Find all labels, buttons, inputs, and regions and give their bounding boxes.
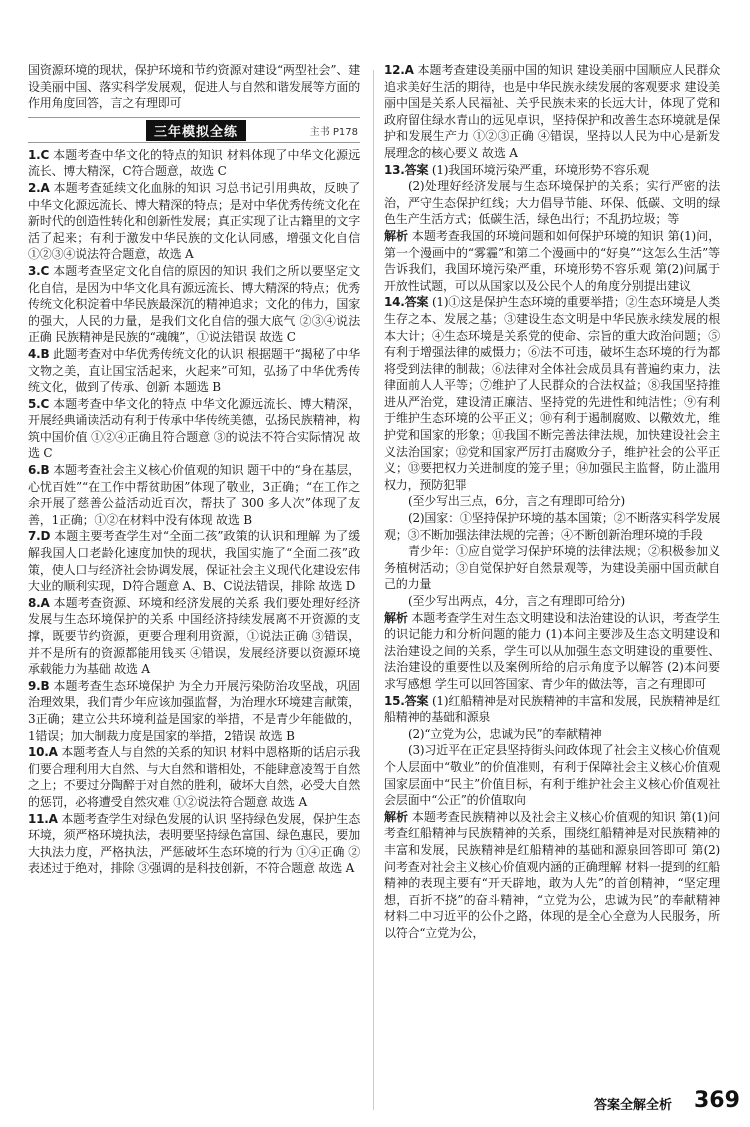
answer-number: 4.B <box>28 346 50 361</box>
answer-number: 2.A <box>28 180 50 195</box>
answer-text: (1)红船精神是对民族精神的丰富和发展，民族精神是红船精神的基础和源泉 <box>384 693 720 725</box>
left-answer-list <box>28 147 360 877</box>
answer-text: 本题考查建设美丽中国的知识 建设美丽中国顺应人民群众追求美好生活的期待，也是中华民族永续发展的客观要求 建设美丽中国是关系人民福祉、关乎民族未来的长远大计，体现了党和政府留住绿水青山的远见卓识，坚持保护和改善生态环境就是保护和发展生产力 ①②③正确 ④错误，坚持以人民为中心是新发展理念的核心要义 故选 A <box>384 63 720 160</box>
column-divider <box>373 70 374 1110</box>
answer-number: 解析 <box>384 228 408 243</box>
answer-item <box>384 809 720 942</box>
answer-item <box>384 726 720 743</box>
answer-text: (2)处理好经济发展与生态环境保护的关系；实行严密的法治，严守生态保护红线；大力倡导节能、环保、低碳、文明的绿色生产生活方式；低碳生活，绿色出行；不乱扔垃圾；等 <box>384 179 720 227</box>
answer-number: 解析 <box>384 809 408 824</box>
answer-item <box>384 493 720 510</box>
answer-text: 本题考查学生对生态文明建设和法治建设的认识，考查学生的识记能力和分析问题的能力 (1)本问主要涉及生态文明建设和法治建设之间的关系，学生可以从加强生态文明建设的重要性、法治建设的重要性以及案例所给的启示角度予以解答 (2)本问要求写感想 学生可以回答国家、青少年的做法等，言之有理即可 <box>384 610 720 691</box>
answer-number: 解析 <box>384 610 408 625</box>
answer-item <box>28 396 360 462</box>
page-number: 369 <box>694 1088 740 1113</box>
answer-text: (2)国家：①坚持保护环境的基本国策；②不断落实科学发展观；③不断加强法律法规的完善；④不断创新治理环境的手段 <box>384 511 720 542</box>
answer-item <box>28 346 360 396</box>
answer-text: 本题考查学生对绿色发展的认识 坚持绿色发展，保护生态环境，须严格环境执法，表明要坚持绿色富国、绿色惠民，要加大执法力度，严格执法，严惩破坏生态环境的行为 ①④正确 ②表述过于绝对，排除 ③强调的是科技创新，不符合题意 故选 A <box>28 811 360 876</box>
footer-brand: 答案全解全析 <box>594 1098 673 1113</box>
answer-text: (1)①这是保护生态环境的重要举措；②生态环境是人类生存之本、发展之基；③建设生态文明是中华民族永续发展的根本大计；④生态环境是关系党的使命、宗旨的重大政治问题；⑤有利于增强法律的威慑力；⑥法不可违，破坏生态环境的行为都将受到法律的制裁；⑥法律对全体社会成员具有普遍约束力，法律面前人人平等；⑦维护了人民群众的合法权益；⑧我国坚持推进从严治党，建设清正廉洁、坚持党的先进性和纯洁性；⑨有利于维护生态环境的公平正义；⑩有利于遏制腐败、以儆效尤，维护党和国家的形象；⑪我国不断完善法律法规，加快建设社会主义法治国家；⑫党和国家严厉打击腐败分子，维护社会的公平正义；⑬要把权力关进制度的笼子里；⑭加强民主监督，防止滥用权力，预防犯罪 <box>384 295 720 492</box>
answer-item <box>384 510 720 543</box>
answer-item <box>28 811 360 877</box>
answer-item <box>28 462 360 528</box>
answer-number: 3.C <box>28 263 50 278</box>
answer-number: 14.答案 <box>384 295 429 310</box>
answer-text: 本题考查延续文化血脉的知识 习总书记引用典故，反映了中华文化源远流长、博大精深的特点；是对中华优秀传统文化在新时代的创造性转化和创新性发展；真正实现了让古籍里的文字活了起来；有利于激发中华民族的文化认同感，增强文化自信 ①②③④说法符合题意，故选 A <box>28 180 360 262</box>
answer-text: (2)“立党为公，忠诚为民”的奉献精神 <box>408 726 602 741</box>
section-title: 三年模拟全练 <box>146 120 246 141</box>
answer-text: 本题考查社会主义核心价值观的知识 题干中的“身在基层，心忧百姓”“在工作中帮贫助困”体现了敬业，3正确；“在工作之余开展了慈善公益活动近百次，帮扶了 300 多人次”体现了友善，1正确；①②在材料中没有体现 故选 B <box>28 463 360 527</box>
right-column <box>384 62 720 941</box>
answer-text: (至少写出三点，6分，言之有理即可给分) <box>408 494 625 509</box>
answer-item <box>384 593 720 610</box>
answer-item <box>384 294 720 493</box>
answer-text: 本题考查中华文化的特点的知识 材料体现了中华文化源远流长、博大精深，C符合题意，故选 C <box>28 147 360 179</box>
answer-number: 12.A <box>384 63 414 77</box>
answer-number: 11.A <box>28 811 58 826</box>
right-answer-list <box>384 62 720 941</box>
answer-number: 10.A <box>28 745 58 760</box>
answer-number: 7.D <box>28 529 51 544</box>
answer-text: 本题考查资源、环境和经济发展的关系 我们要处理好经济发展与生态环境保护的关系 中国经济持续发展离不开资源的支撑，既要节约资源，更要合理利用资源，①说法正确 ③错误，并不是所有的资源都能用钱买 ④错误，发展经济要以资源环境承载能力为基础 故选 A <box>28 595 360 677</box>
answer-number: 9.B <box>28 678 50 693</box>
answer-item <box>28 147 360 180</box>
answer-text: 本题考查生态环境保护 为全力开展污染防治攻坚战，巩固治理效果，我们青少年应该加强监督，为治理水环境建言献策，3正确；建立公共环境利益是国家的举措，不是青少年能做的，1错误；加大制裁力度是国家的举措，2错误 故选 B <box>28 678 360 743</box>
intro-paragraph: 国资源环境的现状，保护环境和节约资源对建设“两型社会”、建设美丽中国、落实科学发展观，促进人与自然和谐发展等方面的作用角度回答，言之有理即可 <box>28 63 360 111</box>
answer-item <box>384 610 720 693</box>
answer-number: 15.答案 <box>384 693 429 708</box>
answer-text: 本题考查民族精神以及社会主义核心价值观的知识 第(1)问考查红船精神与民族精神的关系，围绕红船精神是对民族精神的丰富和发展，民族精神是红船精神的基础和源泉回答即可 第(2)问考查对社会主义核心价值观内涵的正确理解 材料一提到的红船精神的表现主要有“开天辟地，敢为人先”的首创精神，“坚定理想，百折不挠”的奋斗精神，“立党为公，忠诚为民”的奉献精神 材料二中习近平的公仆之路，体现的是全心全意为人民服务，所以符合“立党为公， <box>384 809 720 940</box>
answer-item <box>384 162 720 179</box>
answer-text: (1)我国环境污染严重，环境形势不容乐观 <box>431 162 649 177</box>
answer-text: (至少写出两点，4分，言之有理即可给分) <box>408 594 625 608</box>
answer-text: 本题考查人与自然的关系的知识 材料中恩格斯的话启示我们要合理利用大自然、与大自然和谐相处，不能肆意凌驾于自然之上；不要过分陶醉于对自然的胜利，破坏大自然，必受大自然的惩罚，必将遭受自然灾难 ①②说法符合题意 故选 A <box>28 745 360 809</box>
answer-item <box>384 228 720 294</box>
answer-text: (3)习近平在正定县坚持街头问政体现了社会主义核心价值观个人层面中“敬业”的价值准则，有利于保障社会主义核心价值观国家层面中“民主”价值目标，有利于维护社会主义核心价值观社会层面中“公正”的价值取向 <box>384 743 720 808</box>
answer-number: 8.A <box>28 595 50 610</box>
answer-text: 此题考查对中华优秀传统文化的认识 根据题干“揭秘了中华文物之美，直让国宝活起来，火起来”可知，弘扬了中华优秀传统文化，做到了传承、创新 本题选 B <box>28 346 360 395</box>
answer-number: 5.C <box>28 396 50 411</box>
answer-number: 6.B <box>28 463 50 478</box>
answer-text: 本题主要考查学生对“全面二孩”政策的认识和理解 为了缓解我国人口老龄化速度加快的现状，我国实施了“全面二孩”政策，使人口与经济社会协调发展，保证社会主义现代化建设宏伟大业的顺利实现，D符合题意 A、B、C说法错误，排除 故选 D <box>28 529 360 594</box>
answer-number: 13.答案 <box>384 162 429 177</box>
answer-item <box>384 742 720 808</box>
section-banner <box>28 117 360 143</box>
answer-item <box>384 178 720 228</box>
answer-item <box>28 678 360 744</box>
answer-item <box>384 543 720 593</box>
answer-text: 青少年：①应自觉学习保护环境的法律法规；②积极参加义务植树活动；③自觉保护好自然景观等，为建设美丽中国贡献自己的力量 <box>384 544 720 592</box>
left-column <box>28 62 360 877</box>
answer-item <box>28 263 360 346</box>
answer-text: 本题考查我国的环境问题和如何保护环境的知识 第(1)问，第一个漫画中的“雾霾”和第二个漫画中的“好臭”“这怎么生活”等告诉我们，我国环境污染严重，环境形势不容乐观 第(2)问属于开放性试题，可以从国家以及公民个人的角度分别提出建议 <box>384 228 720 293</box>
answer-text: 本题考查中华文化的特点 中华文化源远流长、博大精深，开展经典诵读活动有利于传承中华传统美德，弘扬民族精神，构筑中国价值 ①②④正确且符合题意 ③的说法不符合实际情况 故选 C <box>28 396 360 461</box>
answer-item <box>28 595 360 678</box>
answer-item <box>28 528 360 594</box>
answer-item <box>384 62 720 162</box>
answer-text: 本题考查坚定文化自信的原因的知识 我们之所以要坚定文化自信，是因为中华文化具有源远流长、博大精深的特点；优秀传统文化积淀着中华民族最深沉的精神追求；文化的伟力，国家的强大，人民的力量，是我们文化自信的强大底气 ②③④说法正确 民族精神是民族的“魂魄”，①说法错误 故选 C <box>28 263 360 345</box>
answer-item <box>28 180 360 263</box>
answer-item <box>384 693 720 726</box>
answer-number: 1.C <box>28 147 50 162</box>
answer-item <box>28 744 360 810</box>
section-page-ref: 主书 P178 <box>309 126 358 138</box>
